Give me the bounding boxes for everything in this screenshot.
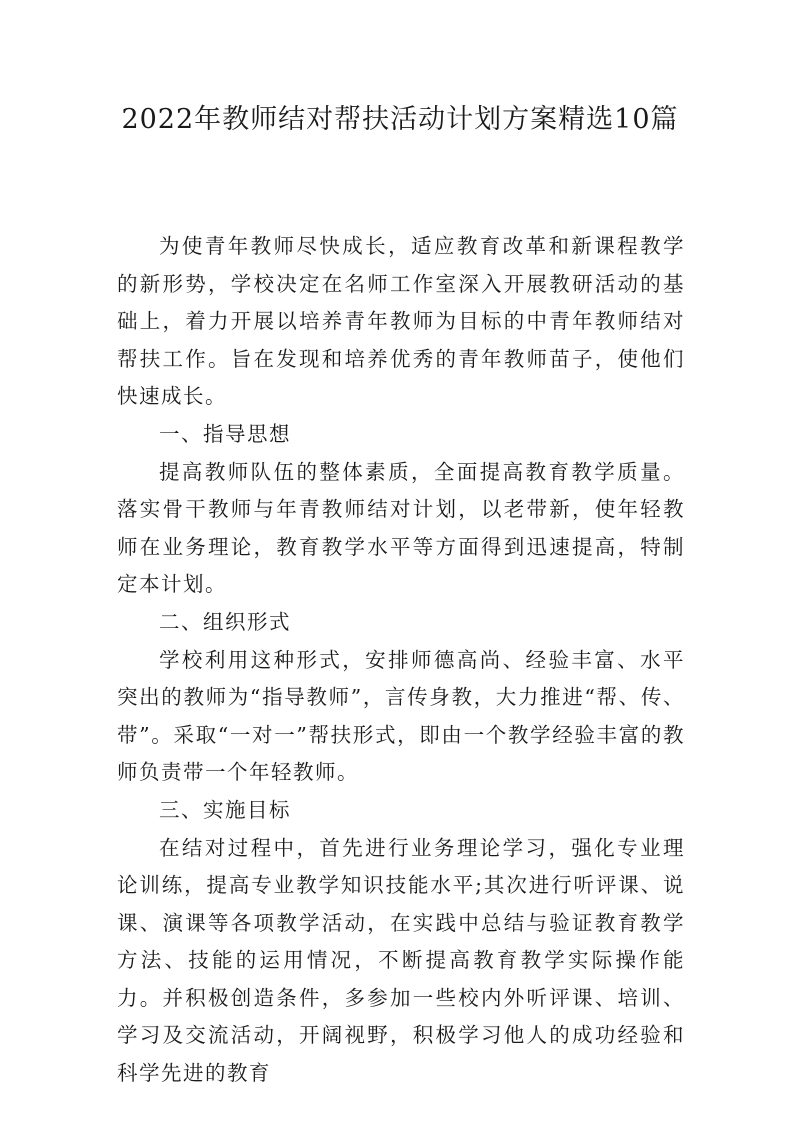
implementation-goals-paragraph: 在结对过程中，首先进行业务理论学习，强化专业理论训练，提高专业教学知识技能水平;其次进行听评课、说课、演课等各项教学活动，在实践中总结与验证教育教学方法、技能的运用情况，不断提高教育教学实际操作能力。并积极创造条件，多参加一些校内外听评课、培训、学习及交流活动，开阔视野，积极学习他人的成功经验和科学先进的教育 xyxy=(117,835,685,1086)
document-title: 2022年教师结对帮扶活动计划方案精选10篇 xyxy=(121,104,679,135)
organization-form-paragraph: 学校利用这种形式，安排师德高尚、经验丰富、水平突出的教师为“指导教师”，言传身教，大力推进“帮、传、带”。采取“一对一”帮扶形式，即由一个教学经验丰富的教师负责带一个年轻教师。 xyxy=(117,647,685,785)
section-heading-organization-form: 二、组织形式 xyxy=(159,609,291,634)
section-heading-guiding-ideology: 一、指导思想 xyxy=(159,421,291,446)
section-heading-implementation-goals: 三、实施目标 xyxy=(159,797,291,822)
guiding-ideology-paragraph: 提高教师队伍的整体素质，全面提高教育教学质量。落实骨干教师与年青教师结对计划，以老带新，使年轻教师在业务理论，教育教学水平等方面得到迅速提高，特制定本计划。 xyxy=(117,459,685,597)
intro-paragraph: 为使青年教师尽快成长，适应教育改革和新课程教学的新形势，学校决定在名师工作室深入开展教研活动的基础上，着力开展以培养青年教师为目标的中青年教师结对帮扶工作。旨在发现和培养优秀的青年教师苗子，使他们快速成长。 xyxy=(117,234,685,409)
document-body xyxy=(117,228,685,1093)
